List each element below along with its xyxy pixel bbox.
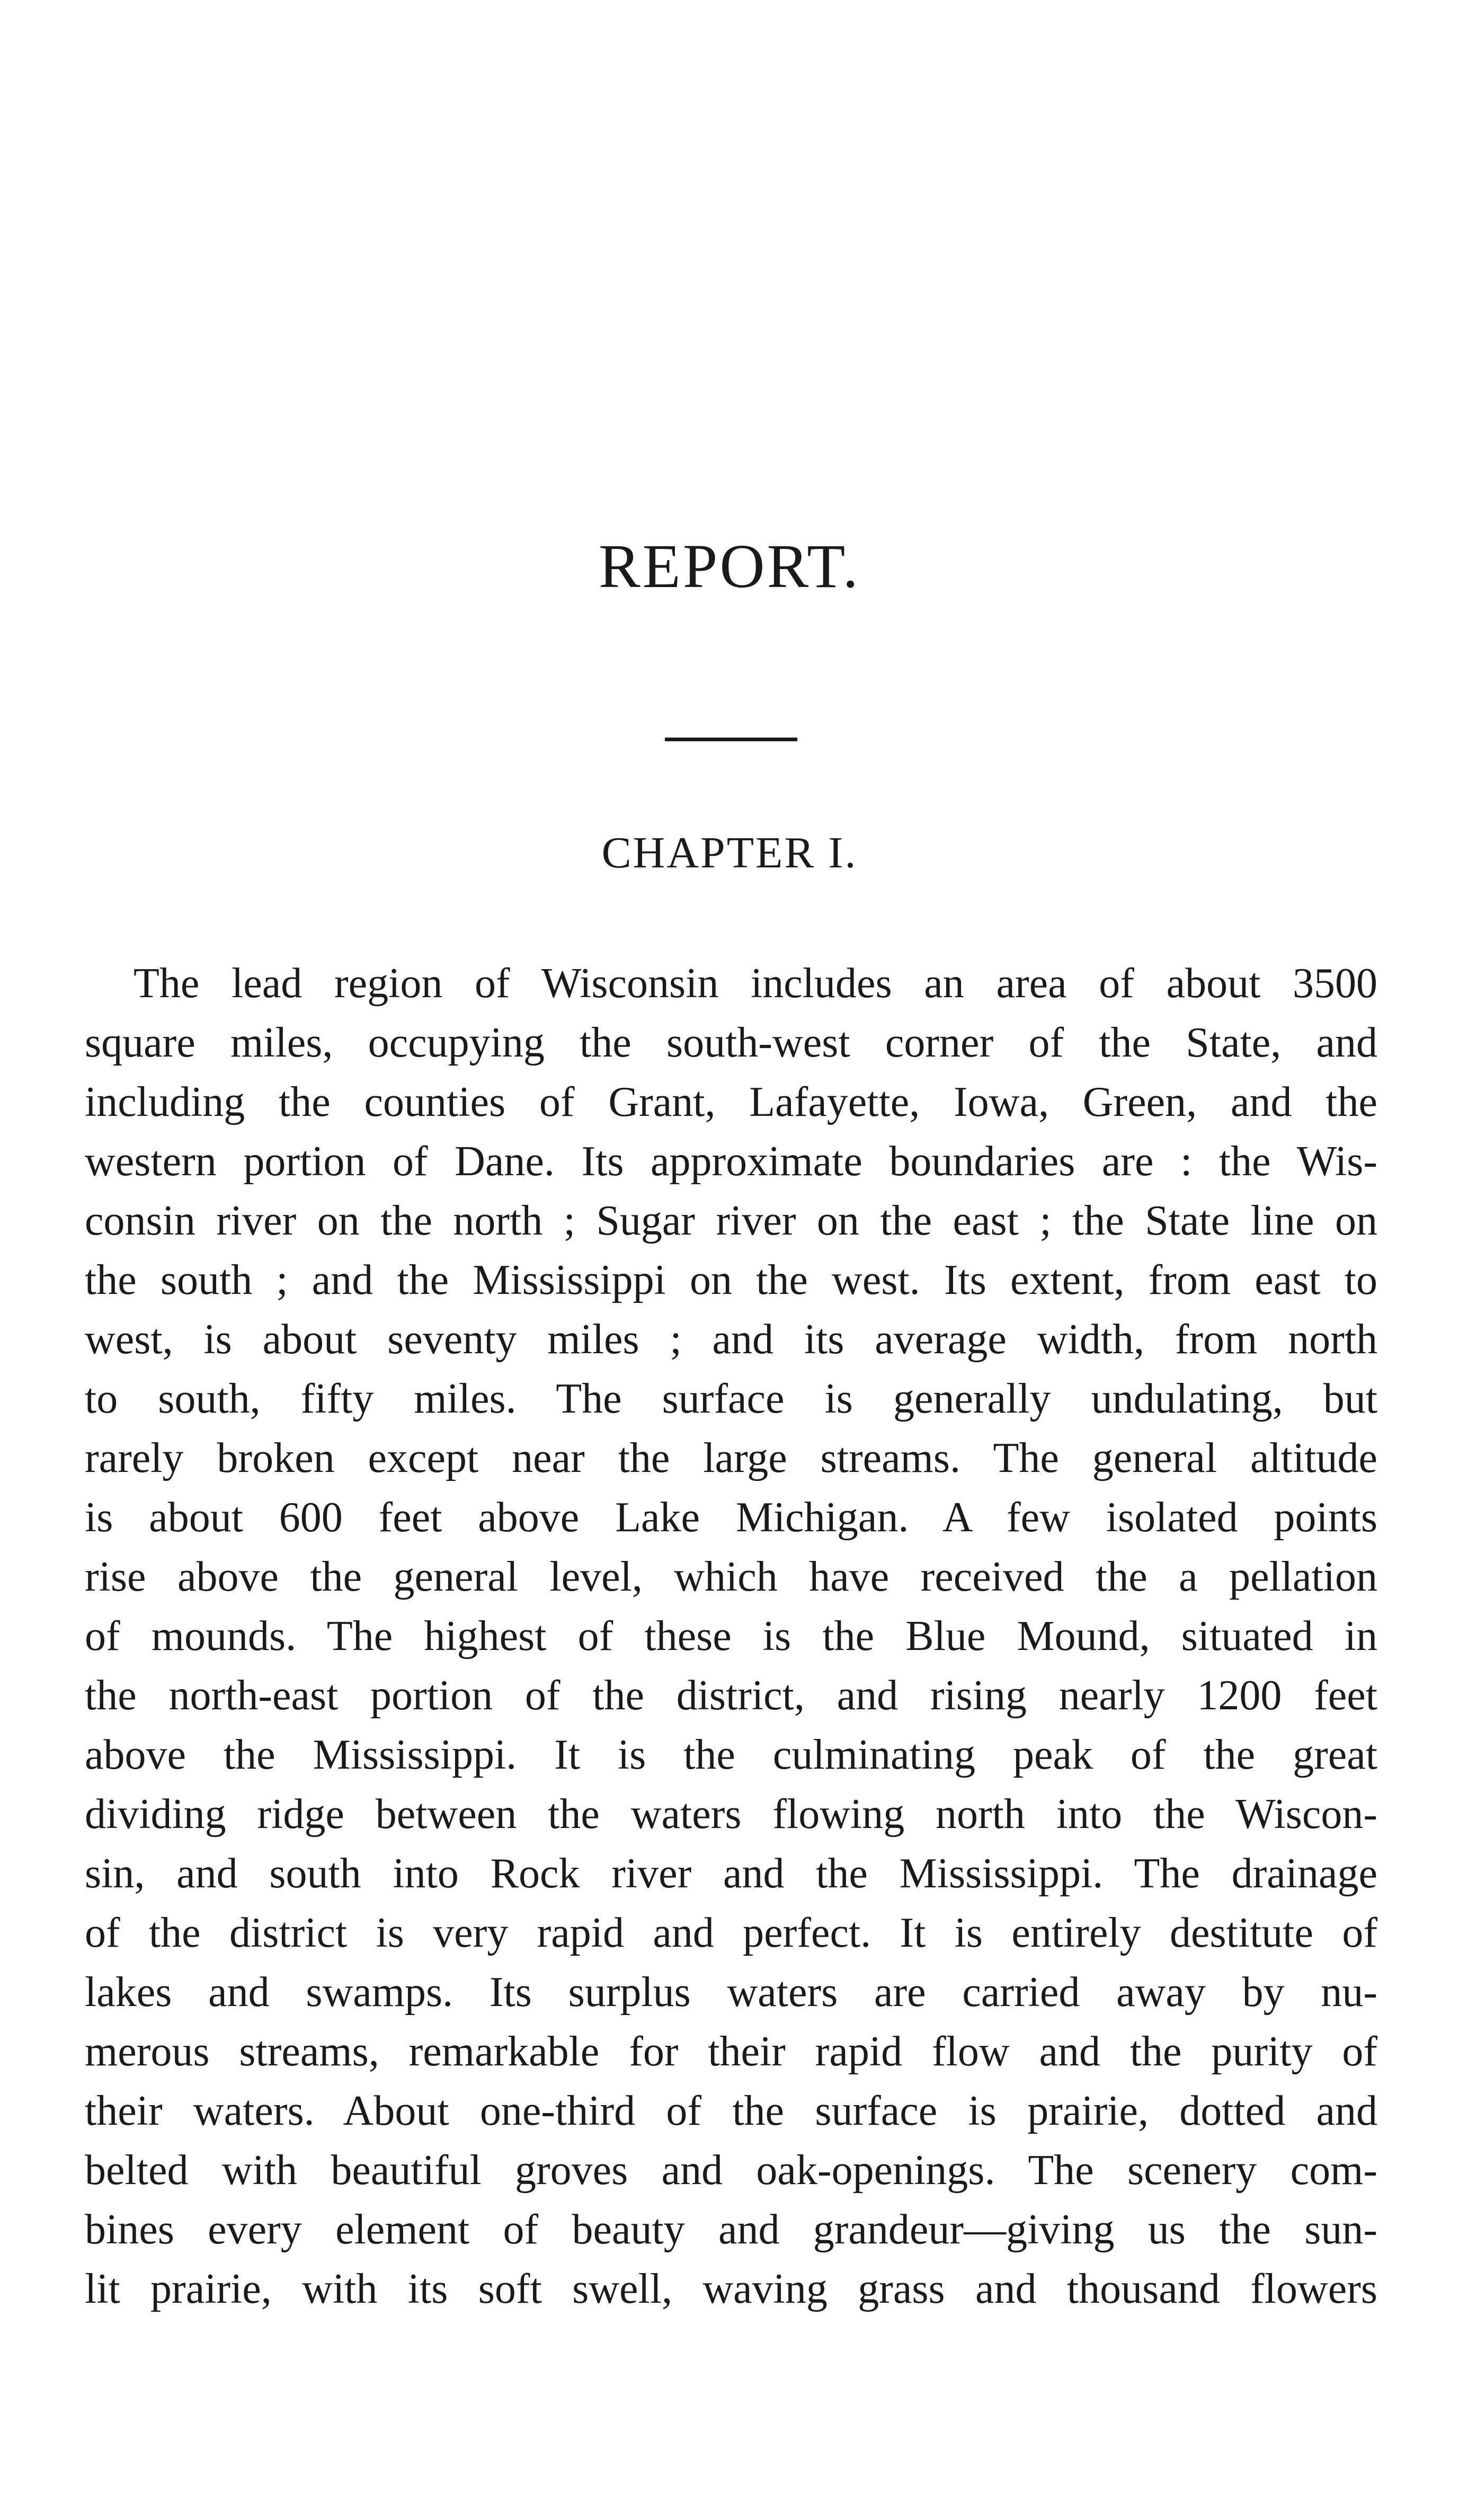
- paragraph-line: dividing ridge between the waters flowing north into the Wiscon-: [85, 1791, 1377, 1838]
- paragraph-line: of mounds. The highest of these is the Blue Mound, situated in: [85, 1613, 1377, 1660]
- body-paragraph: [85, 954, 1377, 2319]
- paragraph-line: merous streams, remarkable for their rapid flow and the purity of: [85, 2028, 1377, 2075]
- paragraph-line: belted with beautiful groves and oak-openings. The scenery com-: [85, 2147, 1377, 2194]
- paragraph-line: bines every element of beauty and grandeur—giving us the sun-: [85, 2206, 1377, 2253]
- paragraph-line: The lead region of Wisconsin includes an area of about 3500: [134, 960, 1377, 1007]
- paragraph-line: above the Mississippi. It is the culminating peak of the great: [85, 1732, 1377, 1778]
- paragraph-line: western portion of Dane. Its approximate boundaries are : the Wis-: [85, 1138, 1377, 1185]
- paragraph-line: the south ; and the Mississippi on the west. Its extent, from east to: [85, 1257, 1377, 1303]
- paragraph-line: their waters. About one-third of the surface is prairie, dotted and: [85, 2088, 1377, 2134]
- paragraph-line: lit prairie, with its soft swell, waving grass and thousand flowers: [85, 2266, 1377, 2312]
- paragraph-line: to south, fifty miles. The surface is generally undulating, but: [85, 1376, 1377, 1422]
- paragraph-line: west, is about seventy miles ; and its average width, from north: [85, 1316, 1377, 1363]
- paragraph-line: including the counties of Grant, Lafayette, Iowa, Green, and the: [85, 1079, 1377, 1125]
- paragraph-line: rise above the general level, which have received the a pellation: [85, 1554, 1377, 1600]
- paragraph-line: of the district is very rapid and perfect. It is entirely destitute of: [85, 1910, 1377, 1956]
- paragraph-line: sin, and south into Rock river and the Mississippi. The drainage: [85, 1850, 1377, 1897]
- paragraph-line: square miles, occupying the south-west corner of the State, and: [85, 1019, 1377, 1066]
- paragraph-line: is about 600 feet above Lake Michigan. A few isolated points: [85, 1494, 1377, 1541]
- page-title: REPORT.: [598, 531, 861, 601]
- title-divider: [665, 738, 797, 741]
- paragraph-line: lakes and swamps. Its surplus waters are carried away by nu-: [85, 1969, 1377, 2016]
- chapter-heading: CHAPTER I.: [601, 828, 858, 877]
- paragraph-line: consin river on the north ; Sugar river on the east ; the State line on: [85, 1197, 1377, 1244]
- paragraph-line: rarely broken except near the large streams. The general altitude: [85, 1435, 1377, 1481]
- paragraph-line: the north-east portion of the district, and rising nearly 1200 feet: [85, 1672, 1377, 1719]
